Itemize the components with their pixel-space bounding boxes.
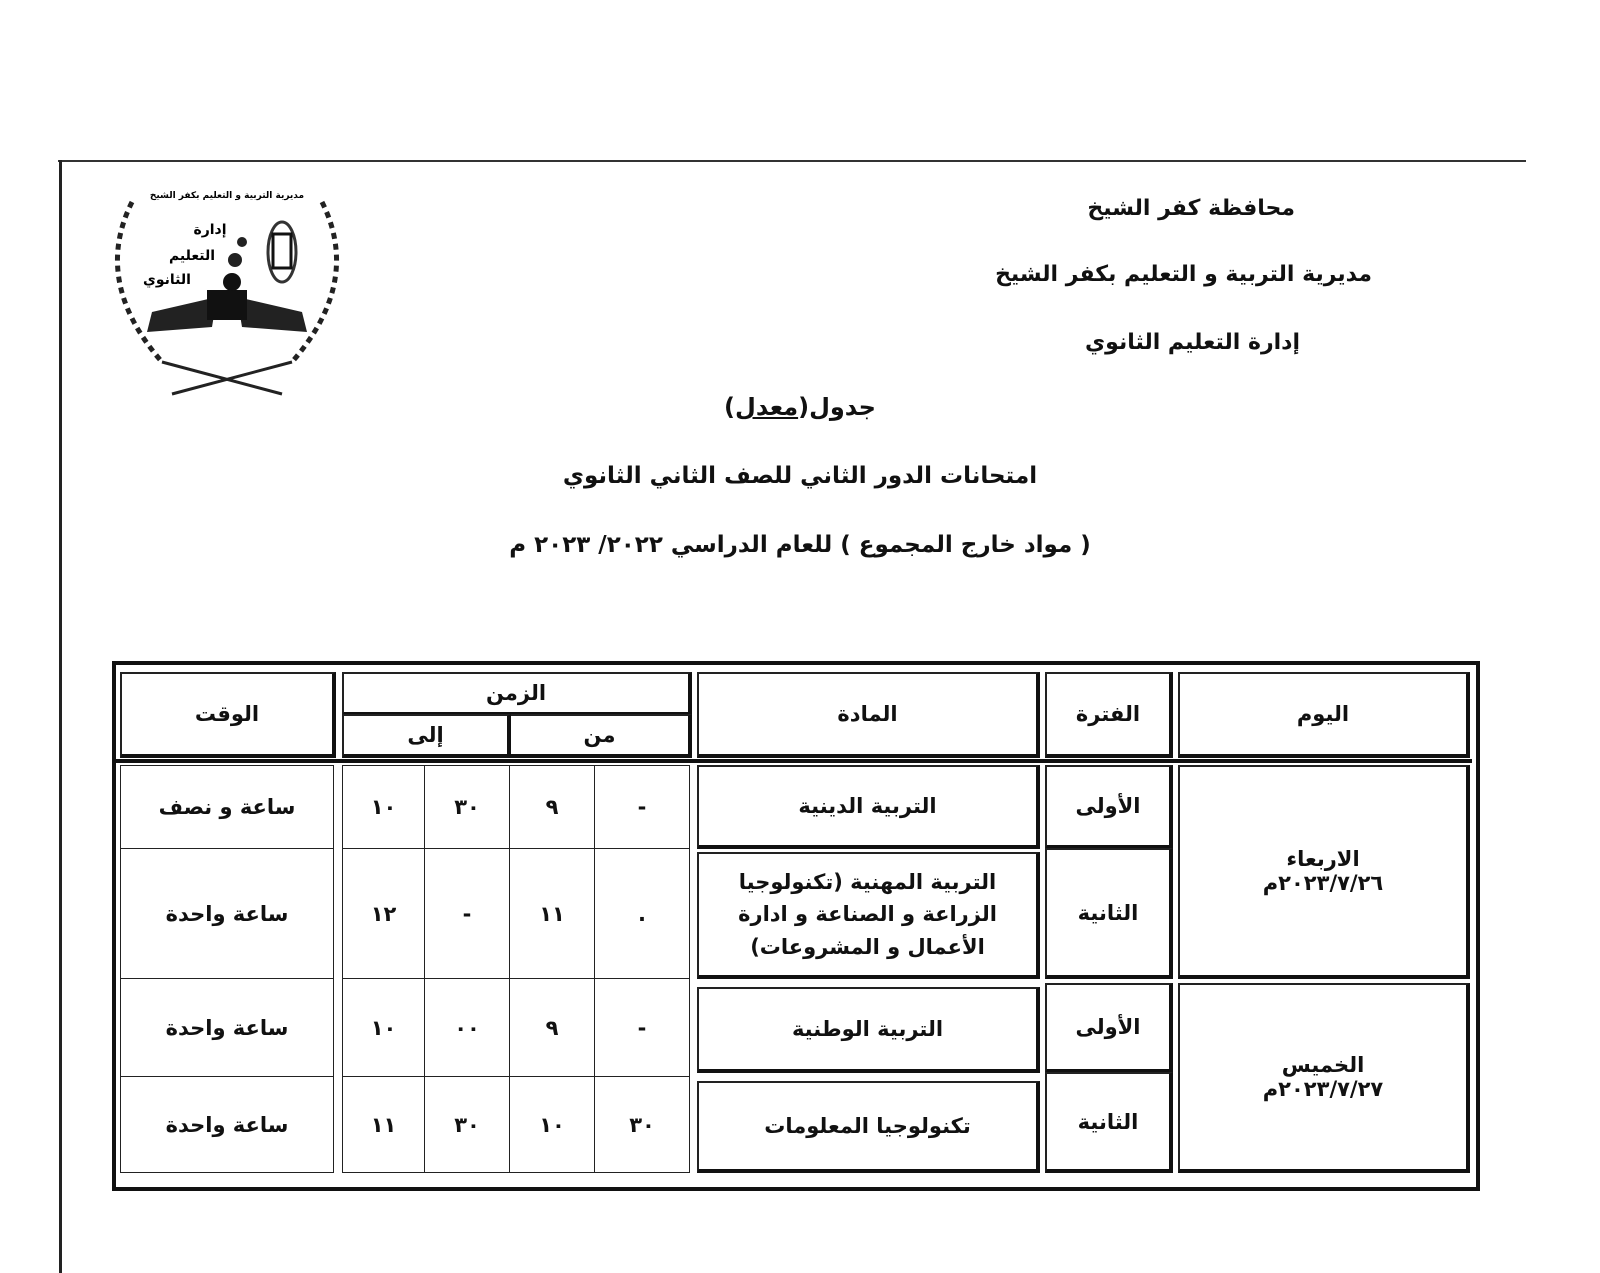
title-suffix: )	[724, 393, 735, 421]
logo-line-2: التعليم	[168, 248, 216, 264]
day-date: ٢٠٢٣/٧/٢٦م	[1262, 871, 1384, 895]
header-day: اليوم	[1178, 672, 1470, 758]
to-hour-cell: ١٢	[342, 848, 425, 979]
frame-left-line	[59, 160, 62, 1273]
subject-cell: التربية الوطنية	[697, 987, 1040, 1073]
subject-cell: التربية المهنية (تكنولوجيا الزراعة و الصناعة و ادارة الأعمال و المشروعات)	[697, 852, 1040, 979]
header-period: الفترة	[1045, 672, 1173, 758]
day-name: الاربعاء	[1286, 847, 1360, 871]
day-cell	[1178, 765, 1470, 979]
to-minute-cell: ٠٠	[424, 978, 510, 1077]
document-title	[0, 393, 1600, 421]
from-hour-cell: ١٠	[509, 1076, 595, 1173]
subject-cell: تكنولوجيا المعلومات	[697, 1081, 1040, 1173]
duration-cell: ساعة واحدة	[120, 978, 334, 1077]
subject-cell: التربية الدينية	[697, 765, 1040, 849]
to-minute-cell: -	[424, 848, 510, 979]
day-date: ٢٠٢٣/٧/٢٧م	[1262, 1077, 1384, 1101]
directorate-name: مديرية التربية و التعليم بكفر الشيخ	[995, 262, 1372, 287]
header-subject: المادة	[697, 672, 1040, 758]
header-time-range: الزمن	[342, 672, 692, 716]
logo-top-text: مديرية التربية و التعليم بكفر الشيخ	[149, 191, 305, 201]
duration-cell: ساعة واحدة	[120, 848, 334, 979]
frame-top-line	[58, 160, 1526, 162]
from-minute-cell: -	[594, 978, 690, 1077]
header-separator	[116, 759, 1472, 763]
to-minute-cell: ٣٠	[424, 1076, 510, 1173]
from-minute-cell: ٣٠	[594, 1076, 690, 1173]
document-scope: ( مواد خارج المجموع ) للعام الدراسي ٢٠٢٢/ ٢٠٢٣ م	[509, 532, 1091, 558]
directorate-logo	[92, 172, 362, 397]
header-from: من	[509, 714, 692, 758]
to-hour-cell: ١٠	[342, 765, 425, 849]
duration-cell: ساعة و نصف	[120, 765, 334, 849]
header-duration: الوقت	[120, 672, 336, 758]
from-hour-cell: ٩	[509, 978, 595, 1077]
period-cell: الأولى	[1045, 765, 1173, 849]
to-hour-cell: ١٠	[342, 978, 425, 1077]
from-minute-cell: -	[594, 765, 690, 849]
period-cell: الثانية	[1045, 848, 1173, 979]
duration-cell: ساعة واحدة	[120, 1076, 334, 1173]
day-name: الخميس	[1281, 1053, 1365, 1077]
document-subtitle: امتحانات الدور الثاني للصف الثاني الثانوي	[562, 463, 1038, 489]
to-minute-cell: ٣٠	[424, 765, 510, 849]
logo-line-3: الثانوي	[143, 272, 191, 288]
title-modified: معدل	[735, 393, 799, 421]
from-minute-cell: .	[594, 848, 690, 979]
title-prefix: جدول(	[798, 393, 876, 421]
day-cell	[1178, 983, 1470, 1173]
from-hour-cell: ٩	[509, 765, 595, 849]
period-cell: الأولى	[1045, 983, 1173, 1073]
header-to: إلى	[342, 714, 511, 758]
logo-line-1: إدارة	[193, 222, 227, 238]
period-cell: الثانية	[1045, 1072, 1173, 1173]
from-hour-cell: ١١	[509, 848, 595, 979]
governorate-name: محافظة كفر الشيخ	[1087, 196, 1295, 221]
to-hour-cell: ١١	[342, 1076, 425, 1173]
administration-name: إدارة التعليم الثانوي	[1084, 330, 1300, 355]
